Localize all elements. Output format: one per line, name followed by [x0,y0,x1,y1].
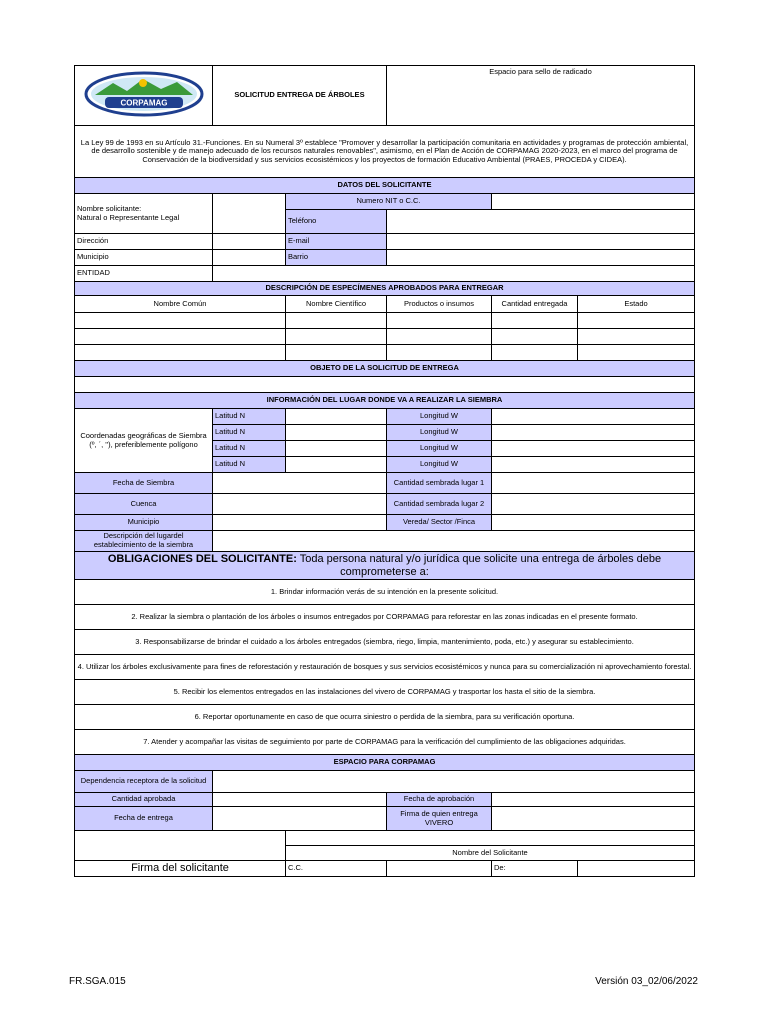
lat-field[interactable] [286,409,387,425]
table-row [75,345,695,361]
fecha-entrega-field[interactable] [213,807,387,831]
fecha-siembra-field[interactable] [213,473,387,494]
descripcion-lugar-field[interactable] [213,531,695,552]
form-code: FR.SGA.015 [69,976,126,987]
table-row [75,313,695,329]
obligaciones-subtitle: Toda persona natural y/o jurídica que solicite una entrega de árboles debe comprometerse a: [296,552,662,578]
obligacion-item: 7. Atender y acompañar las visitas de seguimiento por parte de CORPAMAG para la verificación del cumplimiento de las obligaciones adquiridas. [75,730,695,755]
column-header: Nombre Científico [286,296,387,313]
column-header: Nombre Común [75,296,286,313]
objeto-field[interactable] [75,377,695,393]
lat-label: Latitud N [213,457,286,473]
lugar-municipio-field[interactable] [213,515,387,531]
cantidad-lugar1-field[interactable] [492,473,695,494]
obligaciones-title: OBLIGACIONES DEL SOLICITANTE: [107,552,297,565]
obligacion-item: 5. Recibir los elementos entregados en las instalaciones del vivero de CORPAMAG y trasportar los hasta el sitio de la siembra. [75,680,695,705]
obligacion-item: 4. Utilizar los árboles exclusivamente para fines de reforestación y restauración de bosques y sus servicios ecosistémicos y nunca para su comercialización ni aprovechamiento forestal. [75,655,695,680]
section-objeto: OBJETO DE LA SOLICITUD DE ENTREGA [75,361,695,377]
cc-field[interactable] [387,861,492,877]
lat-label: Latitud N [213,425,286,441]
section-datos-solicitante: DATOS DEL SOLICITANTE [75,178,695,194]
lat-label: Latitud N [213,441,286,457]
request-form-table [74,65,695,877]
firma-entrega-label: Firma de quien entrega VIVERO [387,807,492,831]
obligacion-item: 6. Reportar oportunamente en caso de que ocurra siniestro o perdida de la siembra, para su verificación oportuna. [75,705,695,730]
table-cell[interactable] [492,345,578,361]
corpamag-logo-icon [83,71,205,117]
cantidad-lugar2-field[interactable] [492,494,695,515]
lat-field[interactable] [286,441,387,457]
cc-label: C.C. [286,861,387,877]
de-label: De: [492,861,578,877]
table-row [75,329,695,345]
fecha-aprobacion-field[interactable] [492,793,695,807]
table-cell[interactable] [286,313,387,329]
lon-field[interactable] [492,441,695,457]
table-cell[interactable] [578,345,695,361]
lat-label: Latitud N [213,409,286,425]
section-lugar: INFORMACIÓN DEL LUGAR DONDE VA A REALIZAR LA SIEMBRA [75,393,695,409]
address-field[interactable] [213,234,286,250]
table-cell[interactable] [286,329,387,345]
column-header: Cantidad entregada [492,296,578,313]
municipio-field[interactable] [213,250,286,266]
lon-field[interactable] [492,425,695,441]
firma-entrega-field[interactable] [492,807,695,831]
lon-label: Longitud W [387,441,492,457]
cantidad-aprobada-field[interactable] [213,793,387,807]
form-title: SOLICITUD ENTREGA DE ÁRBOLES [213,66,387,126]
vereda-label: Vereda/ Sector /Finca [387,515,492,531]
de-field[interactable] [578,861,695,877]
table-cell[interactable] [75,313,286,329]
fecha-siembra-label: Fecha de Siembra [75,473,213,494]
lon-label: Longitud W [387,457,492,473]
section-especimenes: DESCRIPCIÓN DE ESPECÍMENES APROBADOS PARA ENTREGAR [75,282,695,296]
nit-label: Numero NIT o C.C. [286,194,492,210]
form-sheet [74,65,694,877]
lugar-municipio-label: Municipio [75,515,213,531]
obligacion-item: 1. Brindar información verás de su intención en la presente solicitud. [75,580,695,605]
obligacion-item: 2. Realizar la siembra o plantación de los árboles o insumos entregados por CORPAMAG para reforestar en las zonas indicadas en el presente formato. [75,605,695,630]
coords-label: Coordenadas geográficas de Siembra (º, ´, ''), preferiblemente polígono [75,409,213,473]
section-corpamag: ESPACIO PARA CORPAMAG [75,755,695,771]
nit-field[interactable] [492,194,695,210]
obligaciones-header [75,552,695,580]
fecha-entrega-label: Fecha de entrega [75,807,213,831]
address-label: Dirección [75,234,213,250]
name-label: Nombre solicitante: Natural o Representante Legal [75,194,213,234]
entidad-label: ENTIDAD [75,266,213,282]
table-cell[interactable] [578,329,695,345]
municipio-label: Municipio [75,250,213,266]
table-cell[interactable] [387,313,492,329]
table-cell[interactable] [387,329,492,345]
column-header: Productos o insumos [387,296,492,313]
descripcion-lugar-label: Descripción del lugardel establecimiento de la siembra [75,531,213,552]
dependencia-label: Dependencia receptora de la solicitud [75,771,213,793]
column-header: Estado [578,296,695,313]
table-cell[interactable] [75,329,286,345]
lon-label: Longitud W [387,409,492,425]
lon-field[interactable] [492,409,695,425]
cuenca-field[interactable] [213,494,387,515]
nombre-solicitante-field[interactable] [286,831,695,846]
cantidad-lugar1-label: Cantidad sembrada lugar 1 [387,473,492,494]
cantidad-aprobada-label: Cantidad aprobada [75,793,213,807]
table-cell[interactable] [492,329,578,345]
vereda-field[interactable] [492,515,695,531]
cantidad-lugar2-label: Cantidad sembrada lugar 2 [387,494,492,515]
obligacion-item: 3. Responsabilizarse de brindar el cuidado a los árboles entregados (siembra, riego, limpia, mantenimiento, poda, etc.) y asegurar su establecimiento. [75,630,695,655]
nombre-solicitante-label: Nombre del Solicitante [286,846,695,861]
entidad-field[interactable] [213,266,695,282]
lon-label: Longitud W [387,425,492,441]
logo-cell [75,66,213,126]
dependencia-field[interactable] [213,771,695,793]
lat-field[interactable] [286,425,387,441]
stamp-space-label: Espacio para sello de radicado [387,66,695,126]
fecha-aprobacion-label: Fecha de aprobación [387,793,492,807]
email-field[interactable] [387,234,695,250]
law-text: La Ley 99 de 1993 en su Artículo 31.-Funciones. En su Numeral 3º establece "Promover y desarrollar la participación comunitaria en actividades y programas de protección ambiental, de desarrollo sostenible y de manejo adecuado de los recursos naturales renovables", asimismo, en el Plan de Acción de CORPAMAG 2020-2023, en el marco del programa de Conservación de la biodiversidad y sus servicios ecosistémicos y los proyectos de formación Educativo Ambiental (PRAES, PROCEDA y CIDEA). [75,126,695,178]
lon-field[interactable] [492,457,695,473]
email-label: E-mail [286,234,387,250]
table-cell[interactable] [286,345,387,361]
table-cell[interactable] [387,345,492,361]
barrio-label: Barrio [286,250,387,266]
table-cell[interactable] [492,313,578,329]
table-cell[interactable] [75,345,286,361]
firma-solicitante-field[interactable] [75,831,286,861]
cuenca-label: Cuenca [75,494,213,515]
form-version: Versión 03_02/06/2022 [595,976,698,987]
name-field[interactable] [213,194,286,234]
svg-text:CORPAMAG: CORPAMAG [120,98,167,108]
barrio-field[interactable] [387,250,695,266]
phone-field[interactable] [387,210,695,234]
phone-label: Teléfono [286,210,387,234]
firma-solicitante-label: Firma del solicitante [75,861,286,877]
table-cell[interactable] [578,313,695,329]
lat-field[interactable] [286,457,387,473]
